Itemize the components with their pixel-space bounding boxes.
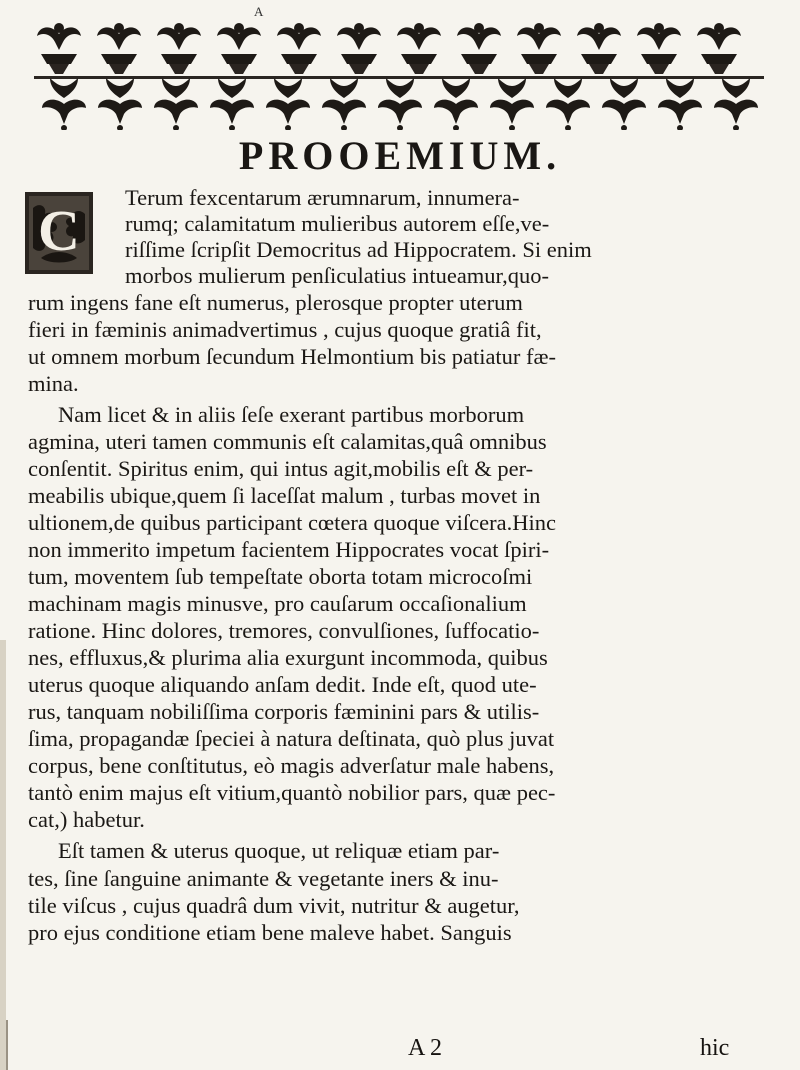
initial-letter: C	[38, 198, 80, 263]
text-line: ratione. Hinc dolores, tremores, convulſiones, ſuffocatio-	[28, 618, 540, 643]
text-line: nes, effluxus,& plurima alia exurgunt incommoda, quibus	[28, 645, 548, 670]
page-title: PROOEMIUM.	[238, 133, 562, 178]
text-line: rum ingens fane eſt numerus, plerosque propter uterum	[28, 290, 523, 315]
signature-mark-top: A	[254, 4, 264, 19]
text-line: Eſt tamen & uterus quoque, ut reliquæ etiam par-	[58, 838, 500, 863]
text-line: machinam magis minusve, pro cauſarum occaſionalium	[28, 591, 527, 616]
text-line: tum, moventem ſub tempeſtate oborta totam microcoſmi	[28, 564, 533, 589]
text-line: rumq; calamitatum mulieribus autorem eſſe,ve-	[125, 211, 550, 236]
catchword: hic	[700, 1035, 730, 1061]
text-line: non immerito impetum facientem Hippocrates vocat ſpiri-	[28, 537, 550, 562]
text-line: meabilis ubique,quem ſi laceſſat malum , turbas movet in	[28, 483, 541, 508]
text-line: ultionem,de quibus participant cœtera quoque viſcera.Hinc	[28, 510, 556, 535]
text-line: corpus, bene conſtitutus, eò magis adverſatur male habens,	[28, 753, 555, 778]
text-line: ſima, propagandæ ſpeciei à natura deſtinata, quò plus juvat	[28, 726, 555, 751]
text-line: Nam licet & in aliis ſeſe exerant partibus morborum	[58, 402, 525, 427]
text-line: tile viſcus , cujus quadrâ dum vivit, nutritur & augetur,	[28, 893, 520, 918]
text-line: conſentit. Spiritus enim, qui intus agit,mobilis eſt & per-	[28, 456, 534, 481]
text-line: fieri in fæminis animadvertimus , cujus quoque gratiâ fit,	[28, 317, 542, 342]
text-line: pro ejus conditione etiam bene maleve habet. Sanguis	[28, 920, 512, 945]
decorated-initial	[21, 188, 97, 278]
text-line: riſſime ſcripſit Democritus ad Hippocratem. Si enim	[125, 237, 592, 262]
text-line: Terum fexcentarum ærumnarum, innumera-	[125, 185, 520, 210]
signature-mark-bottom: A 2	[408, 1035, 443, 1061]
text-line: morbos mulierum penſiculatius intueamur,quo-	[125, 263, 550, 288]
head-ornament	[24, 18, 774, 130]
text-line: uterus quoque aliquando anſam dedit. Inde eſt, quod ute-	[28, 672, 537, 697]
text-line: cat,) habetur.	[28, 807, 145, 832]
text-line: tantò enim majus eſt vitium,quantò nobilior pars, quæ pec-	[28, 780, 556, 805]
text-line: tes, ſine ſanguine animante & vegetante iners & inu-	[28, 866, 499, 891]
text-line: rus, tanquam nobiliſſima corporis fæminini pars & utilis-	[28, 699, 540, 724]
text-line: ut omnem morbum ſecundum Helmontium bis patiatur fæ-	[28, 344, 557, 369]
text-line: mina.	[28, 371, 79, 396]
binding-shadow	[0, 640, 28, 1070]
text-line: agmina, uteri tamen communis eſt calamitas,quâ omnibus	[28, 429, 547, 454]
